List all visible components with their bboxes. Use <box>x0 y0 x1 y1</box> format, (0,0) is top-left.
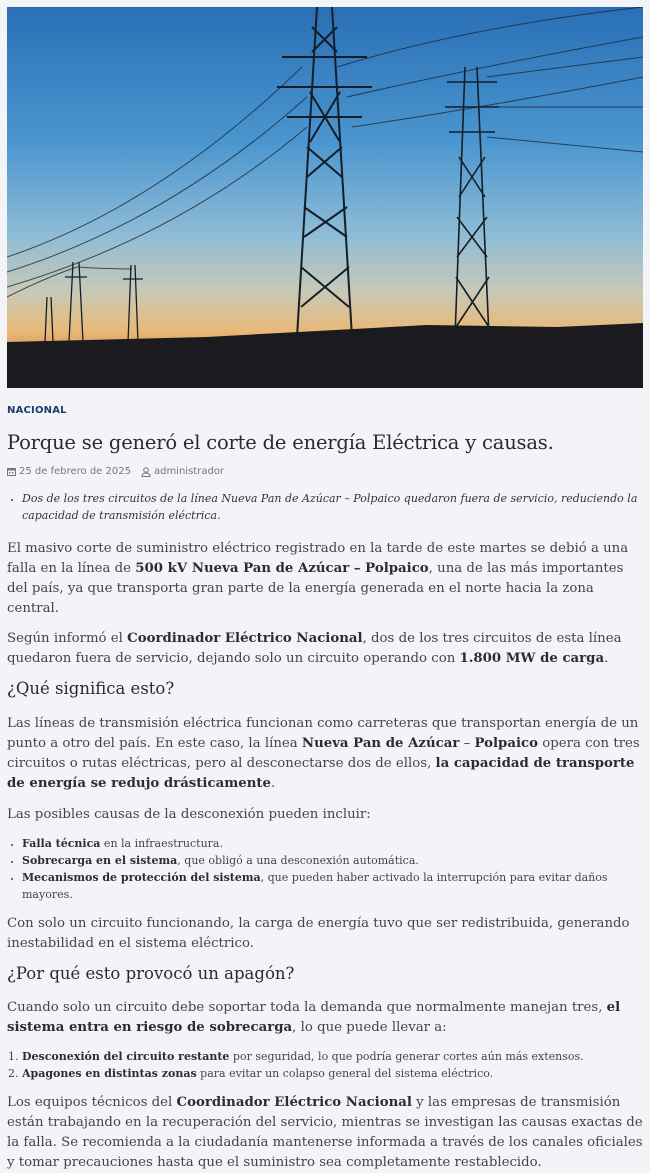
list-item: • Falla técnica en la infraestructura. <box>22 835 643 852</box>
causes-list <box>7 835 643 903</box>
article-title: Porque se generó el corte de energía Eléctrica y causas. <box>7 431 554 454</box>
paragraph-7: Los equipos técnicos del Coordinador Eléctrico Nacional y las empresas de transmisión están trabajando en la recuperación del servicio, mientras se investigan las causas exactas de la falla. Se recomienda a la ciudadanía mantenerse informada a través de los canales oficiales y tomar precauciones hasta que el suministro sea completamente restablecido. <box>7 1095 643 1170</box>
heading-que-significa: ¿Qué significa esto? <box>7 679 175 698</box>
lead-item: • Dos de los tres circuitos de la línea Nueva Pan de Azúcar – Polpaico quedaron fuera de servicio, reduciendo la capacidad de transmisión eléctrica. <box>22 490 643 524</box>
list-item: • Mecanismos de protección del sistema, que pueden haber activado la interrupción para evitar daños mayores. <box>22 869 643 903</box>
heading-por-que: ¿Por qué esto provocó un apagón? <box>7 964 295 983</box>
list-item: • Sobrecarga en el sistema, que obligó a una desconexión automática. <box>22 852 643 869</box>
hero-image <box>7 7 643 388</box>
category-label[interactable]: NACIONAL <box>7 405 67 416</box>
list-item: 2. Apagones en distintas zonas para evitar un colapso general del sistema eléctrico. <box>22 1065 643 1082</box>
article-date: 25 de febrero de 2025 <box>19 466 131 477</box>
article-author[interactable]: administrador <box>153 466 225 477</box>
paragraph-4: Las posibles causas de la desconexión pueden incluir: <box>7 807 371 822</box>
lead-list <box>7 490 643 524</box>
paragraph-1: El masivo corte de suministro eléctrico registrado en la tarde de este martes se debió a una falla en la línea de 500 kV Nueva Pan de Azúcar – Polpaico, una de las más importantes del país, ya que transporta gran parte de la energía generada en el norte hacia la zona central. <box>7 541 629 616</box>
paragraph-5: Con solo un circuito funcionando, la carga de energía tuvo que ser redistribuida, generando inestabilidad en el sistema eléctrico. <box>7 916 630 951</box>
paragraph-2: Según informó el Coordinador Eléctrico Nacional, dos de los tres circuitos de esta línea quedaron fuera de servicio, dejando solo un circuito operando con 1.800 MW de carga. <box>7 631 622 666</box>
user-icon <box>141 467 151 477</box>
article-meta <box>7 466 643 477</box>
date-item <box>7 466 131 477</box>
list-item: 1. Desconexión del circuito restante por seguridad, lo que podría generar cortes aún más extensos. <box>22 1048 643 1065</box>
paragraph-6: Cuando solo un circuito debe soportar toda la demanda que normalmente manejan tres, el sistema entra en riesgo de sobrecarga, lo que puede llevar a: <box>7 1000 621 1035</box>
author-item[interactable] <box>141 466 224 477</box>
paragraph-3: Las líneas de transmisión eléctrica funcionan como carreteras que transportan energía de un punto a otro del país. En este caso, la línea Nueva Pan de Azúcar – Polpaico opera con tres circuitos o rutas eléctricas, pero al desconectarse dos de ellos, la capacidad de transporte de energía se redujo drásticamente. <box>7 716 640 791</box>
effects-list <box>7 1048 643 1082</box>
calendar-icon <box>7 467 16 476</box>
